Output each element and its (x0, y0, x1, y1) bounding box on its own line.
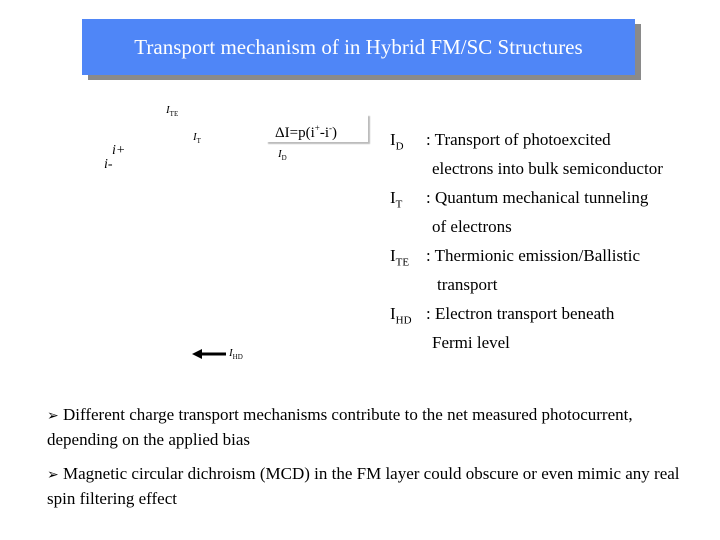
label-i-plus: i+ (112, 143, 126, 158)
legend-line: of electrons (432, 217, 512, 236)
slide-title (82, 19, 635, 75)
label-i-minus: i- (104, 157, 113, 172)
legend-line: $I_D$ : Transport of photoexcited (390, 130, 611, 153)
label-id: $I_D$ (278, 148, 287, 163)
arrow-bullet-icon: ➢ (47, 408, 59, 424)
slide-title-text: Transport mechanism of in Hybrid FM/SC Structures (134, 34, 583, 59)
legend-line: transport (437, 275, 498, 294)
legend-line: $I_{HD}$ : Electron transport beneath (390, 304, 615, 327)
legend-line: $I_{TE}$ : Thermionic emission/Ballistic (390, 246, 641, 269)
delta-i-formula: ΔI=p(i+-i-) (266, 114, 368, 142)
legend-line: electrons into bulk semiconductor (432, 159, 663, 178)
label-it: $I_T$ (193, 131, 201, 146)
left-arrow-icon (192, 347, 226, 361)
legend-line: $I_T$ : Quantum mechanical tunneling (390, 188, 649, 211)
arrow-bullet-icon: ➢ (47, 467, 59, 483)
legend-line: Fermi level (432, 333, 510, 352)
label-ihd: $I_{HD}$ (229, 347, 243, 362)
bullet-item: ➢ Magnetic circular dichroism (MCD) in the FM layer could obscure or even mimic any real spin filtering effect (47, 464, 680, 508)
bullet-item: ➢ Different charge transport mechanisms contribute to the net measured photocurrent, depending on the applied bias (47, 405, 633, 449)
label-ite: $I_{TE}$ (166, 104, 179, 119)
